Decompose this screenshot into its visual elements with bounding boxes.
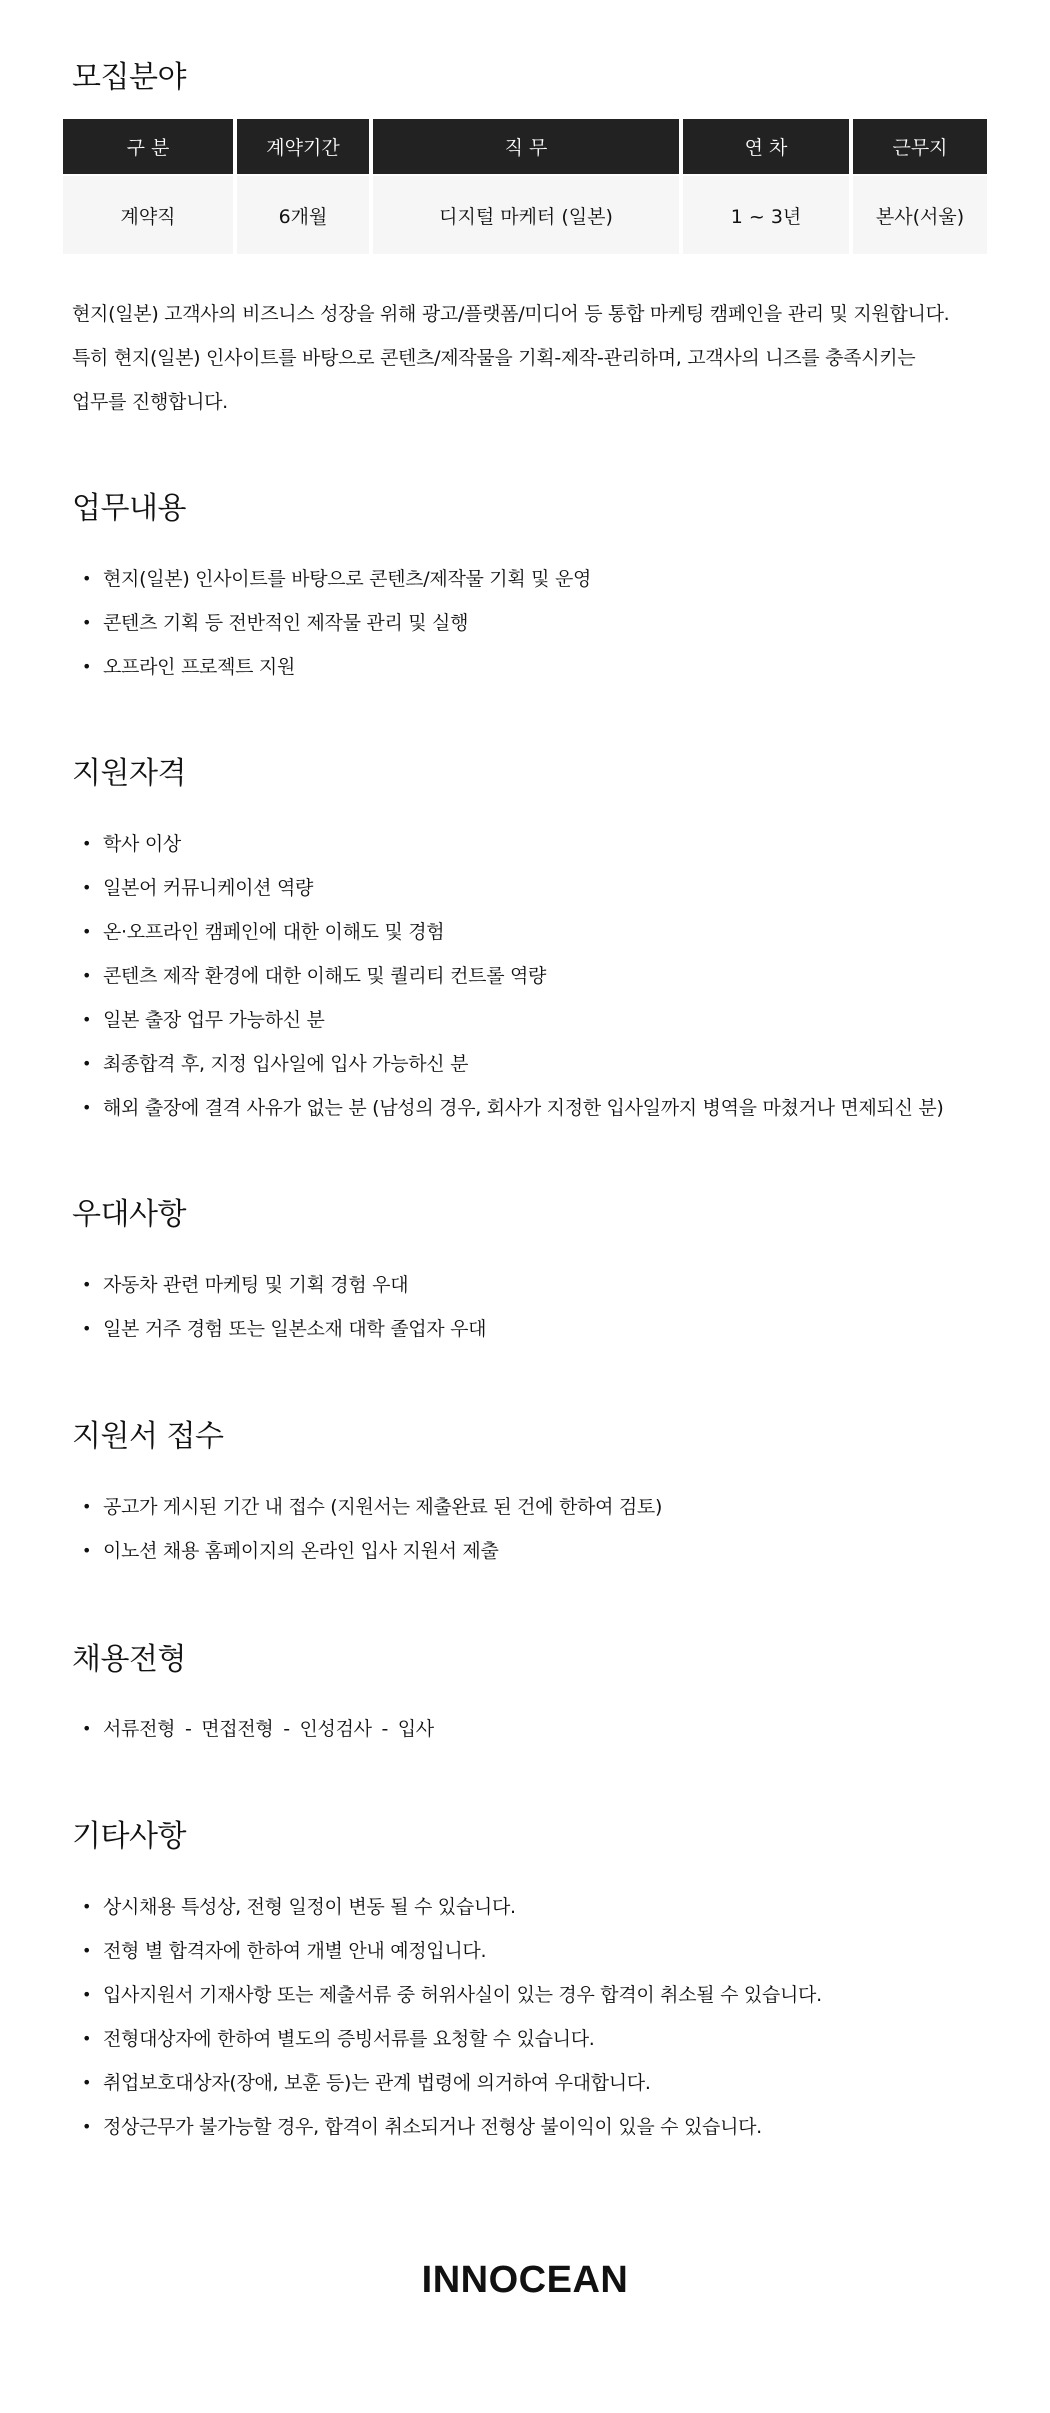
cell-category: 계약직	[63, 176, 233, 254]
qualifications-title: 지원자격	[72, 756, 186, 791]
list-item: • 오프라인 프로젝트 지원	[72, 645, 1032, 689]
list-item: • 공고가 게시된 기간 내 접수 (지원서는 제출완료 된 건에 한하여 검토)	[72, 1485, 1032, 1529]
list-item: • 콘텐츠 제작 환경에 대한 이해도 및 퀄리티 컨트롤 역량	[72, 954, 1032, 998]
list-item: • 일본어 커뮤니케이션 역량	[72, 866, 1032, 910]
list-item: • 전형대상자에 한하여 별도의 증빙서류를 요청할 수 있습니다.	[72, 2017, 1032, 2061]
intro-line: 현지(일본) 고객사의 비즈니스 성장을 위해 광고/플랫폼/미디어 등 통합 마케팅 캠페인을 관리 및 지원합니다.	[72, 303, 950, 325]
application-title: 지원서 접수	[72, 1419, 224, 1454]
list-item: • 학사 이상	[72, 822, 1032, 866]
list-item: • 현지(일본) 인사이트를 바탕으로 콘텐츠/제작물 기획 및 운영	[72, 557, 1032, 601]
innocean-logo: INNOCEAN	[421, 2259, 629, 2301]
table-row	[63, 176, 987, 254]
list-item: • 정상근무가 불가능할 경우, 합격이 취소되거나 전형상 불이익이 있을 수 있습니다.	[72, 2105, 1032, 2149]
qualifications-list	[72, 822, 1032, 1130]
header-category: 구 분	[63, 119, 233, 176]
list-item: • 최종합격 후, 지정 입사일에 입사 가능하신 분	[72, 1042, 1032, 1086]
process-title: 채용전형	[72, 1642, 186, 1677]
intro-line: 업무를 진행합니다.	[72, 391, 228, 413]
recruit-field-title: 모집분야	[72, 60, 186, 95]
list-item: • 자동차 관련 마케팅 및 기획 경험 우대	[72, 1263, 1032, 1307]
cell-contract-period: 6개월	[237, 176, 369, 254]
list-item: • 일본 거주 경험 또는 일본소재 대학 졸업자 우대	[72, 1307, 1032, 1351]
list-item: • 해외 출장에 결격 사유가 없는 분 (남성의 경우, 회사가 지정한 입사일까지 병역을 마쳤거나 면제되신 분)	[72, 1086, 1032, 1130]
duties-list	[72, 557, 1032, 689]
duties-title: 업무내용	[72, 491, 186, 526]
preferred-title: 우대사항	[72, 1197, 186, 1232]
list-item: • 온·오프라인 캠페인에 대한 이해도 및 경험	[72, 910, 1032, 954]
cell-experience: 1 ~ 3년	[683, 176, 849, 254]
list-item: • 입사지원서 기재사항 또는 제출서류 중 허위사실이 있는 경우 합격이 취소될 수 있습니다.	[72, 1973, 1032, 2017]
header-location: 근무지	[853, 119, 987, 176]
list-item: • 취업보호대상자(장애, 보훈 등)는 관계 법령에 의거하여 우대합니다.	[72, 2061, 1032, 2105]
cell-job: 디지털 마케터 (일본)	[373, 176, 679, 254]
application-list	[72, 1485, 1032, 1573]
list-item: • 콘텐츠 기획 등 전반적인 제작물 관리 및 실행	[72, 601, 1032, 645]
cell-location: 본사(서울)	[853, 176, 987, 254]
recruit-field-table	[59, 119, 991, 254]
list-item: • 이노션 채용 홈페이지의 온라인 입사 지원서 제출	[72, 1529, 1032, 1573]
list-item: • 서류전형 ‑ 면접전형 ‑ 인성검사 ‑ 입사	[72, 1707, 1032, 1751]
process-list	[72, 1707, 1032, 1751]
list-item: • 일본 출장 업무 가능하신 분	[72, 998, 1032, 1042]
etc-title: 기타사항	[72, 1819, 186, 1854]
etc-list	[72, 1885, 1032, 2149]
intro-text	[72, 292, 1012, 424]
list-item: • 상시채용 특성상, 전형 일정이 변동 될 수 있습니다.	[72, 1885, 1032, 1929]
preferred-list	[72, 1263, 1032, 1351]
header-contract-period: 계약기간	[237, 119, 369, 176]
header-job: 직 무	[373, 119, 679, 176]
table-header-row	[63, 119, 987, 176]
list-item: • 전형 별 합격자에 한하여 개별 안내 예정입니다.	[72, 1929, 1032, 1973]
header-experience: 연 차	[683, 119, 849, 176]
intro-line: 특히 현지(일본) 인사이트를 바탕으로 콘텐츠/제작물을 기획-제작-관리하며, 고객사의 니즈를 충족시키는	[72, 347, 916, 369]
